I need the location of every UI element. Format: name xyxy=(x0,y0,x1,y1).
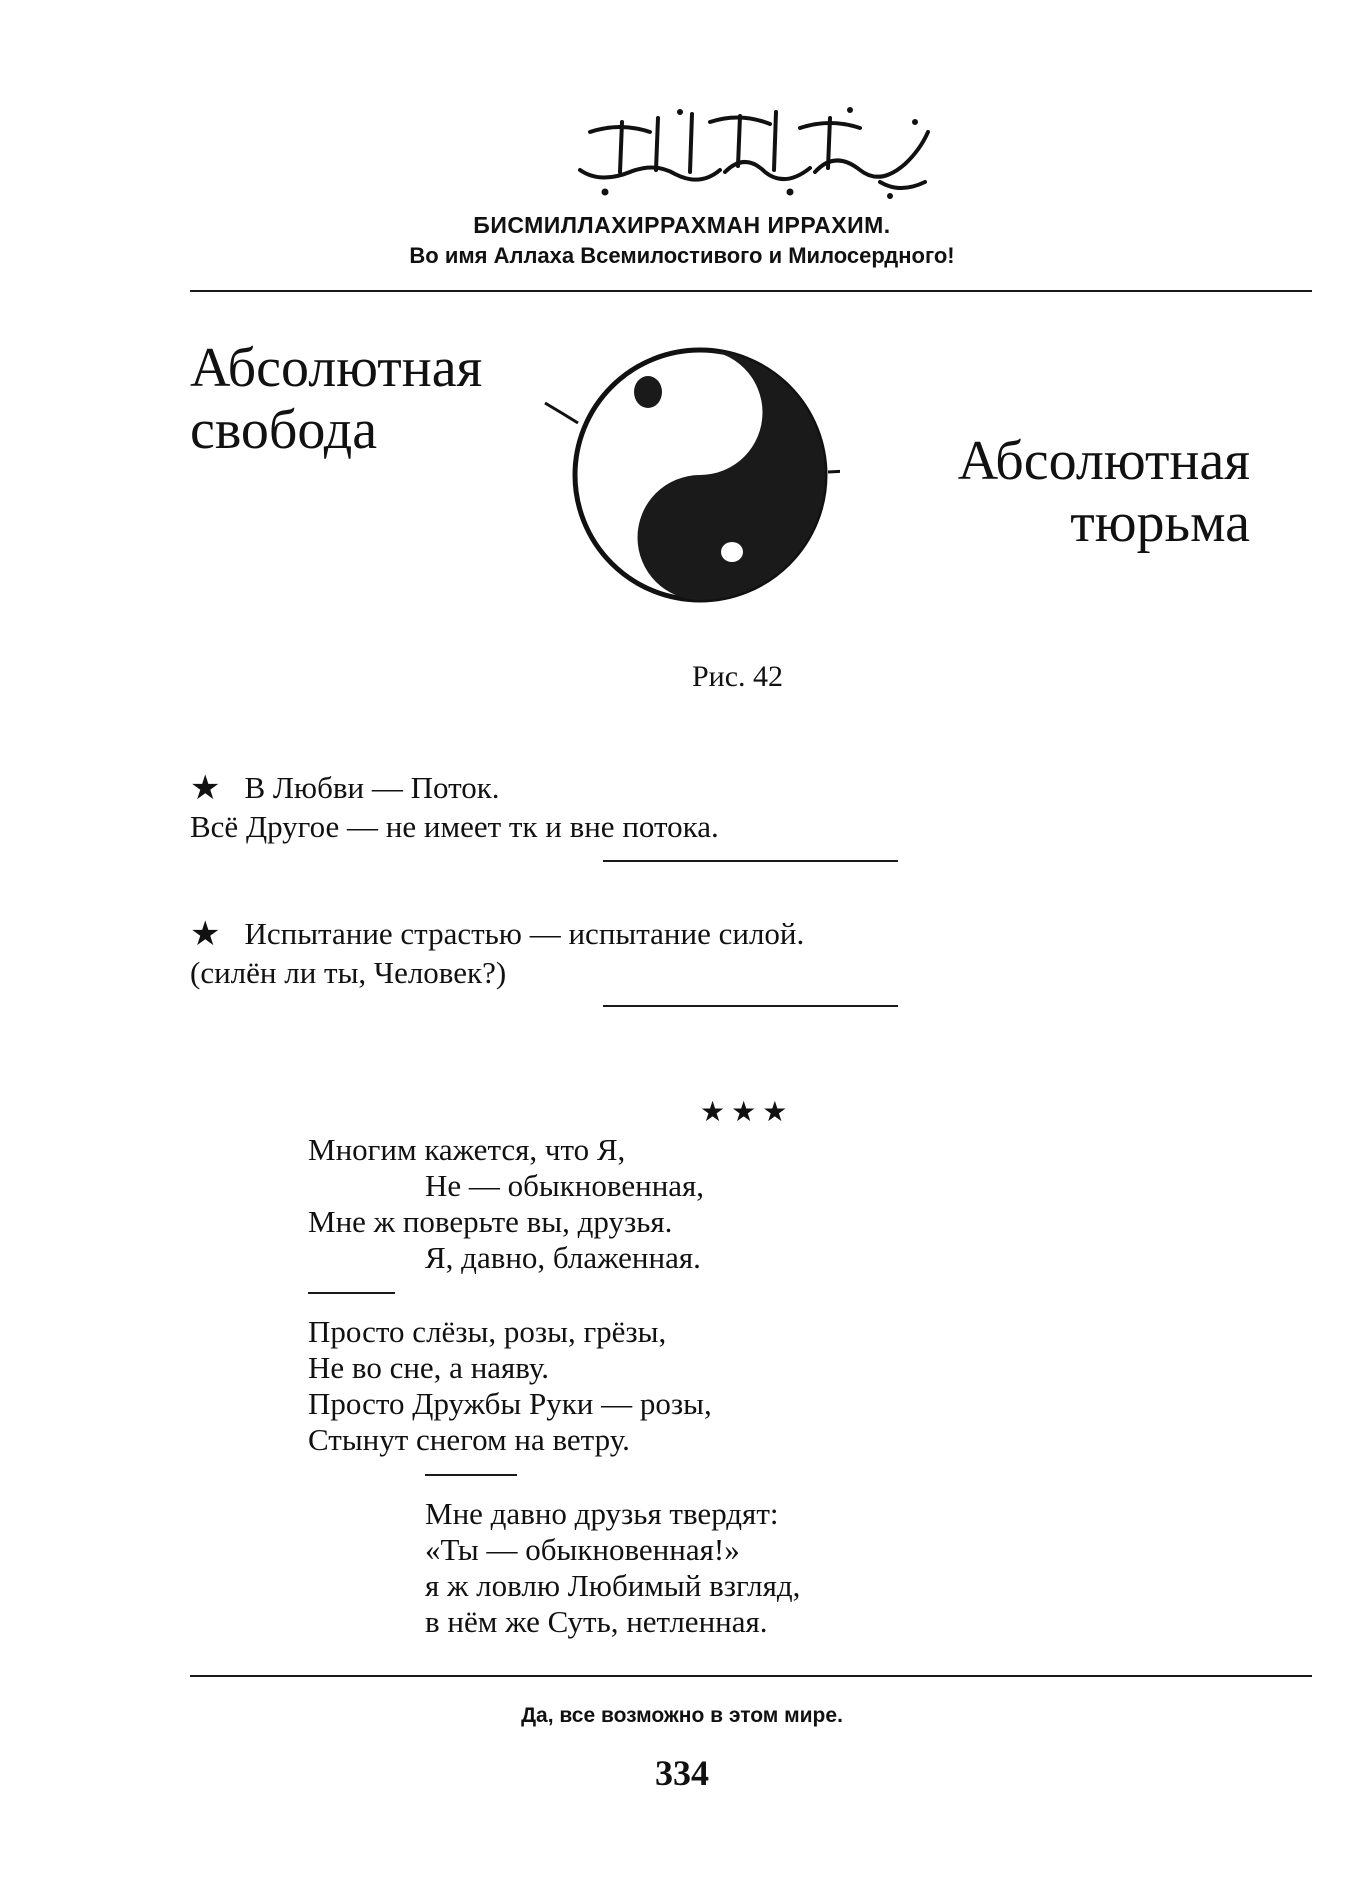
header-translation: Во имя Аллаха Всемилостивого и Милосердного! xyxy=(409,243,955,268)
figure-caption: Рис. 42 xyxy=(692,660,784,693)
figure-label-left-line: свобода xyxy=(190,399,378,461)
star-icon: ★ xyxy=(190,916,221,953)
figure-label-left-line: Абсолютная xyxy=(190,337,483,399)
poem-line: Просто слёзы, розы, грёзы, xyxy=(308,1314,667,1349)
note-divider xyxy=(603,860,898,862)
footer-divider xyxy=(190,1675,1312,1677)
header-divider xyxy=(190,290,1312,292)
stanza-divider xyxy=(425,1474,517,1476)
poem-line: Не во сне, а наяву. xyxy=(308,1350,550,1385)
poem-line: Многим кажется, что Я, xyxy=(308,1132,626,1167)
figure-label-right-line: Абсолютная xyxy=(957,430,1250,492)
figure-label-right xyxy=(910,430,1250,554)
footer-text: Да, все возможно в этом мире. xyxy=(521,1704,843,1727)
yin-yang-icon xyxy=(520,325,840,625)
figure-label-right-line: тюрьма xyxy=(1070,492,1250,554)
note-line: Всё Другое — не имеет тк и вне потока. xyxy=(190,809,719,844)
star-icon: ★ xyxy=(190,770,221,807)
note-line: (силён ли ты, Человек?) xyxy=(190,955,507,990)
poem-line: Мне ж поверьте вы, друзья. xyxy=(308,1204,673,1239)
figure-label-left xyxy=(190,337,482,461)
note-text: В Любви — Поток. xyxy=(244,770,500,805)
note-divider xyxy=(603,1005,898,1007)
poem-line: Стынут снегом на ветру. xyxy=(308,1422,630,1457)
poem-line: Я, давно, блаженная. xyxy=(425,1240,701,1275)
note-text: Испытание страстью — испытание силой. xyxy=(244,916,805,951)
stanza-divider xyxy=(308,1292,395,1294)
note-line xyxy=(190,769,719,808)
page-number: 334 xyxy=(655,1753,709,1793)
note xyxy=(190,769,719,846)
poem-line: Просто Дружбы Руки — розы, xyxy=(308,1386,712,1421)
basmala-calligraphy-icon xyxy=(560,92,940,202)
poem-line: Мне давно друзья твердят: xyxy=(425,1496,779,1531)
header-transliteration: БИСМИЛЛАХИРРАХМАН ИРРАХИМ. xyxy=(473,212,891,238)
note-line xyxy=(190,915,804,954)
poem-line: я ж ловлю Любимый взгляд, xyxy=(425,1568,801,1603)
poem-line: «Ты — обыкновенная!» xyxy=(425,1532,740,1567)
poem-asterism: ★★★ xyxy=(700,1097,794,1128)
poem-line: в нём же Суть, нетленная. xyxy=(425,1604,768,1639)
note xyxy=(190,915,804,992)
poem-line: Не — обыкновенная, xyxy=(425,1168,705,1203)
